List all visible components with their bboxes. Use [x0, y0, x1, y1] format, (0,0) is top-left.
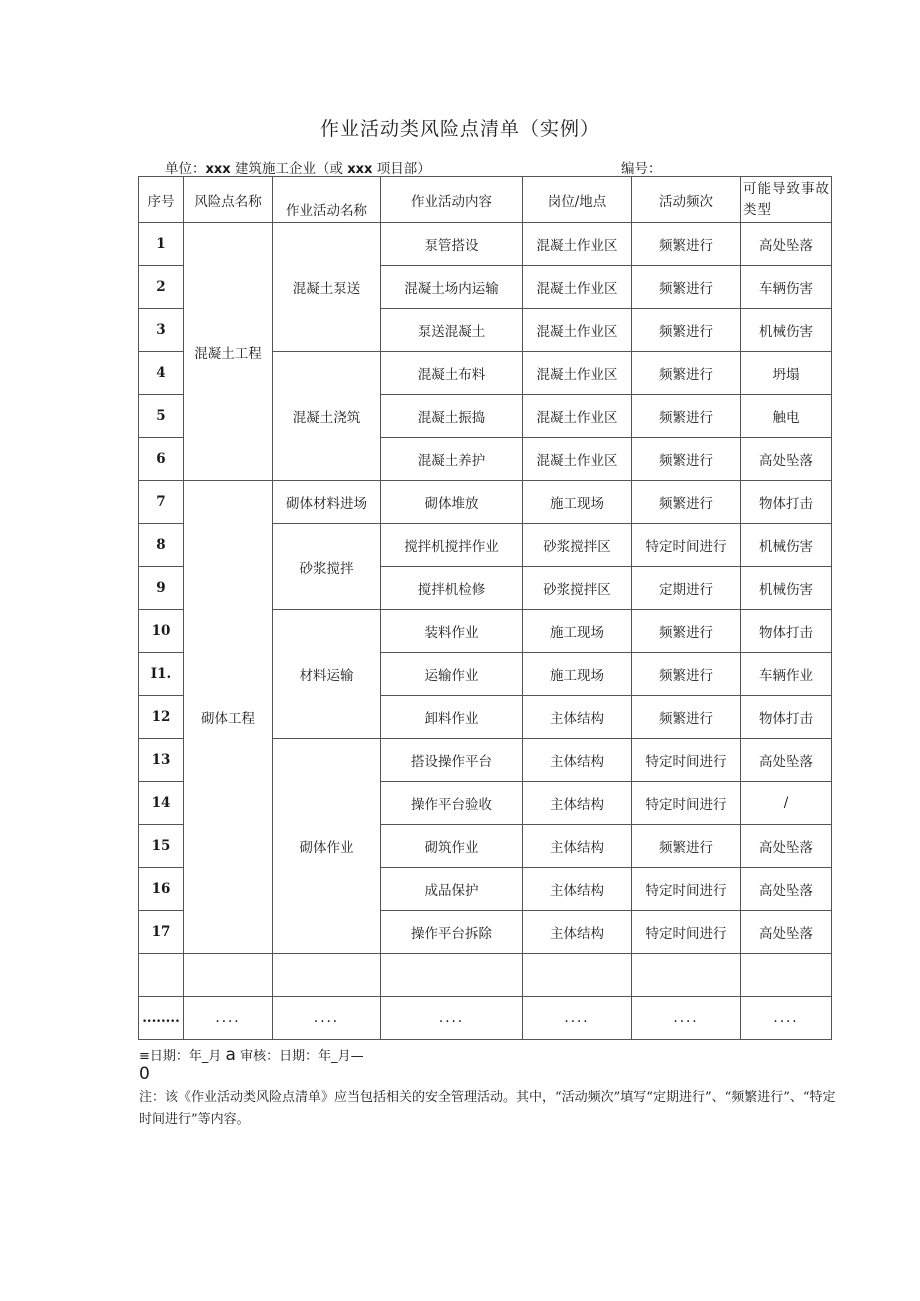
- post-location: 主体结构: [523, 782, 632, 825]
- post-location: 施工现场: [523, 481, 632, 524]
- ellipsis-frequency: ....: [632, 997, 741, 1040]
- ellipsis-seq: ........: [139, 997, 184, 1040]
- unit-company-name: 建筑施工企业（或: [234, 161, 343, 177]
- row-seq: 12: [139, 696, 184, 739]
- risk-point-table: [138, 176, 832, 1040]
- post-location: 主体结构: [523, 739, 632, 782]
- ellipsis-post: ....: [523, 997, 632, 1040]
- ellipsis-risk-point: ....: [184, 997, 273, 1040]
- post-location: 主体结构: [523, 911, 632, 954]
- stray-zero: 0: [139, 1064, 150, 1084]
- empty-cell: [139, 954, 184, 997]
- row-seq: 3: [139, 309, 184, 352]
- unit-label: 单位：: [165, 161, 206, 177]
- activity-frequency: 定期进行: [632, 567, 741, 610]
- date-a: a: [225, 1045, 236, 1065]
- post-location: 混凝土作业区: [523, 395, 632, 438]
- unit-company-code: xxx: [205, 162, 231, 177]
- activity-content: 砌体堆放: [381, 481, 523, 524]
- table-header-row: [139, 177, 832, 223]
- accident-type: 高处坠落: [741, 438, 832, 481]
- accident-type: 物体打击: [741, 481, 832, 524]
- activity-content: 操作平台验收: [381, 782, 523, 825]
- activity-frequency: 频繁进行: [632, 653, 741, 696]
- table-row: [139, 481, 832, 524]
- row-seq: 15: [139, 825, 184, 868]
- row-seq: 4: [139, 352, 184, 395]
- post-location: 混凝土作业区: [523, 438, 632, 481]
- accident-type: 车辆作业: [741, 653, 832, 696]
- ellipsis-accident: ....: [741, 997, 832, 1040]
- activity-content: 混凝土场内运输: [381, 266, 523, 309]
- activity-content: 操作平台拆除: [381, 911, 523, 954]
- footnote: 注：该《作业活动类风险点清单》应当包括相关的安全管理活动。其中，“活动频次”填写“定期进行”、“频繁进行”、“特定时间进行”等内容。: [139, 1090, 836, 1127]
- post-location: 砂浆搅拌区: [523, 567, 632, 610]
- risk-point-name: 混凝土工程: [184, 223, 273, 481]
- header-accident-type: 可能导致事故类型: [741, 177, 832, 223]
- row-seq: 13: [139, 739, 184, 782]
- post-location: 混凝土作业区: [523, 223, 632, 266]
- accident-type: 物体打击: [741, 696, 832, 739]
- activity-content: 混凝土布料: [381, 352, 523, 395]
- review-date: 审核：日期：年_月—: [240, 1049, 364, 1064]
- activity-frequency: 频繁进行: [632, 352, 741, 395]
- row-seq: 10: [139, 610, 184, 653]
- header-activity-name: 作业活动名称: [273, 177, 381, 223]
- activity-name: 混凝土泵送: [273, 223, 381, 352]
- activity-frequency: 频繁进行: [632, 223, 741, 266]
- empty-cell: [741, 954, 832, 997]
- activity-name: 砂浆搅拌: [273, 524, 381, 610]
- post-location: 混凝土作业区: [523, 266, 632, 309]
- post-location: 混凝土作业区: [523, 352, 632, 395]
- accident-type: 触电: [741, 395, 832, 438]
- post-location: 主体结构: [523, 696, 632, 739]
- accident-type: 高处坠落: [741, 825, 832, 868]
- empty-cell: [632, 954, 741, 997]
- activity-frequency: 频繁进行: [632, 438, 741, 481]
- row-seq: 16: [139, 868, 184, 911]
- activity-frequency: 频繁进行: [632, 481, 741, 524]
- post-location: 主体结构: [523, 868, 632, 911]
- date-line: [139, 1045, 364, 1065]
- date-prefix: ≡日期：年_月: [139, 1049, 222, 1064]
- row-seq: 5: [139, 395, 184, 438]
- table-row-empty: [139, 954, 832, 997]
- activity-frequency: 频繁进行: [632, 309, 741, 352]
- activity-frequency: 特定时间进行: [632, 782, 741, 825]
- ellipsis-content: ....: [381, 997, 523, 1040]
- post-location: 主体结构: [523, 825, 632, 868]
- empty-cell: [184, 954, 273, 997]
- accident-type: 机械伤害: [741, 309, 832, 352]
- accident-type: 高处坠落: [741, 911, 832, 954]
- activity-content: 搭设操作平台: [381, 739, 523, 782]
- accident-type: 高处坠落: [741, 223, 832, 266]
- post-location: 砂浆搅拌区: [523, 524, 632, 567]
- row-seq: 2: [139, 266, 184, 309]
- activity-name: 砌体作业: [273, 739, 381, 954]
- row-seq: 7: [139, 481, 184, 524]
- activity-content: 混凝土养护: [381, 438, 523, 481]
- table-row-ellipsis: [139, 997, 832, 1040]
- unit-dept-name: 项目部）: [376, 161, 431, 177]
- activity-frequency: 特定时间进行: [632, 911, 741, 954]
- ellipsis-activity-name: ....: [273, 997, 381, 1040]
- activity-content: 搅拌机搅拌作业: [381, 524, 523, 567]
- unit-dept-code: xxx: [347, 162, 373, 177]
- accident-type: /: [741, 782, 832, 825]
- activity-frequency: 频繁进行: [632, 696, 741, 739]
- table-row: [139, 223, 832, 266]
- activity-content: 装料作业: [381, 610, 523, 653]
- accident-type: 物体打击: [741, 610, 832, 653]
- header-activity-content: 作业活动内容: [381, 177, 523, 223]
- empty-cell: [273, 954, 381, 997]
- row-seq: I1.: [139, 653, 184, 696]
- activity-frequency: 频繁进行: [632, 825, 741, 868]
- header-frequency: 活动频次: [632, 177, 741, 223]
- header-seq: 序号: [139, 177, 184, 223]
- accident-type: 高处坠落: [741, 739, 832, 782]
- activity-frequency: 频繁进行: [632, 266, 741, 309]
- post-location: 施工现场: [523, 653, 632, 696]
- activity-content: 泵管搭设: [381, 223, 523, 266]
- activity-frequency: 特定时间进行: [632, 868, 741, 911]
- activity-content: 卸料作业: [381, 696, 523, 739]
- post-location: 混凝土作业区: [523, 309, 632, 352]
- post-location: 施工现场: [523, 610, 632, 653]
- accident-type: 机械伤害: [741, 524, 832, 567]
- row-seq: 17: [139, 911, 184, 954]
- activity-content: 运输作业: [381, 653, 523, 696]
- row-seq: 9: [139, 567, 184, 610]
- activity-content: 砌筑作业: [381, 825, 523, 868]
- activity-name: 材料运输: [273, 610, 381, 739]
- header-post: 岗位/地点: [523, 177, 632, 223]
- activity-frequency: 频繁进行: [632, 395, 741, 438]
- header-risk-point: 风险点名称: [184, 177, 273, 223]
- activity-name: 砌体材料进场: [273, 481, 381, 524]
- activity-content: 搅拌机检修: [381, 567, 523, 610]
- row-seq: 14: [139, 782, 184, 825]
- activity-content: 泵送混凝土: [381, 309, 523, 352]
- page-title: 作业活动类风险点清单（实例）: [319, 118, 600, 140]
- row-seq: 8: [139, 524, 184, 567]
- activity-content: 混凝土振捣: [381, 395, 523, 438]
- row-seq: 1: [139, 223, 184, 266]
- empty-cell: [381, 954, 523, 997]
- unit-line: [165, 157, 431, 177]
- activity-frequency: 特定时间进行: [632, 524, 741, 567]
- accident-type: 车辆伤害: [741, 266, 832, 309]
- code-label: 编号：: [621, 161, 662, 177]
- empty-cell: [523, 954, 632, 997]
- activity-frequency: 频繁进行: [632, 610, 741, 653]
- accident-type: 机械伤害: [741, 567, 832, 610]
- accident-type: 高处坠落: [741, 868, 832, 911]
- row-seq: 6: [139, 438, 184, 481]
- activity-frequency: 特定时间进行: [632, 739, 741, 782]
- activity-name: 混凝土浇筑: [273, 352, 381, 481]
- accident-type: 坍塌: [741, 352, 832, 395]
- activity-content: 成品保护: [381, 868, 523, 911]
- risk-point-name: 砌体工程: [184, 481, 273, 954]
